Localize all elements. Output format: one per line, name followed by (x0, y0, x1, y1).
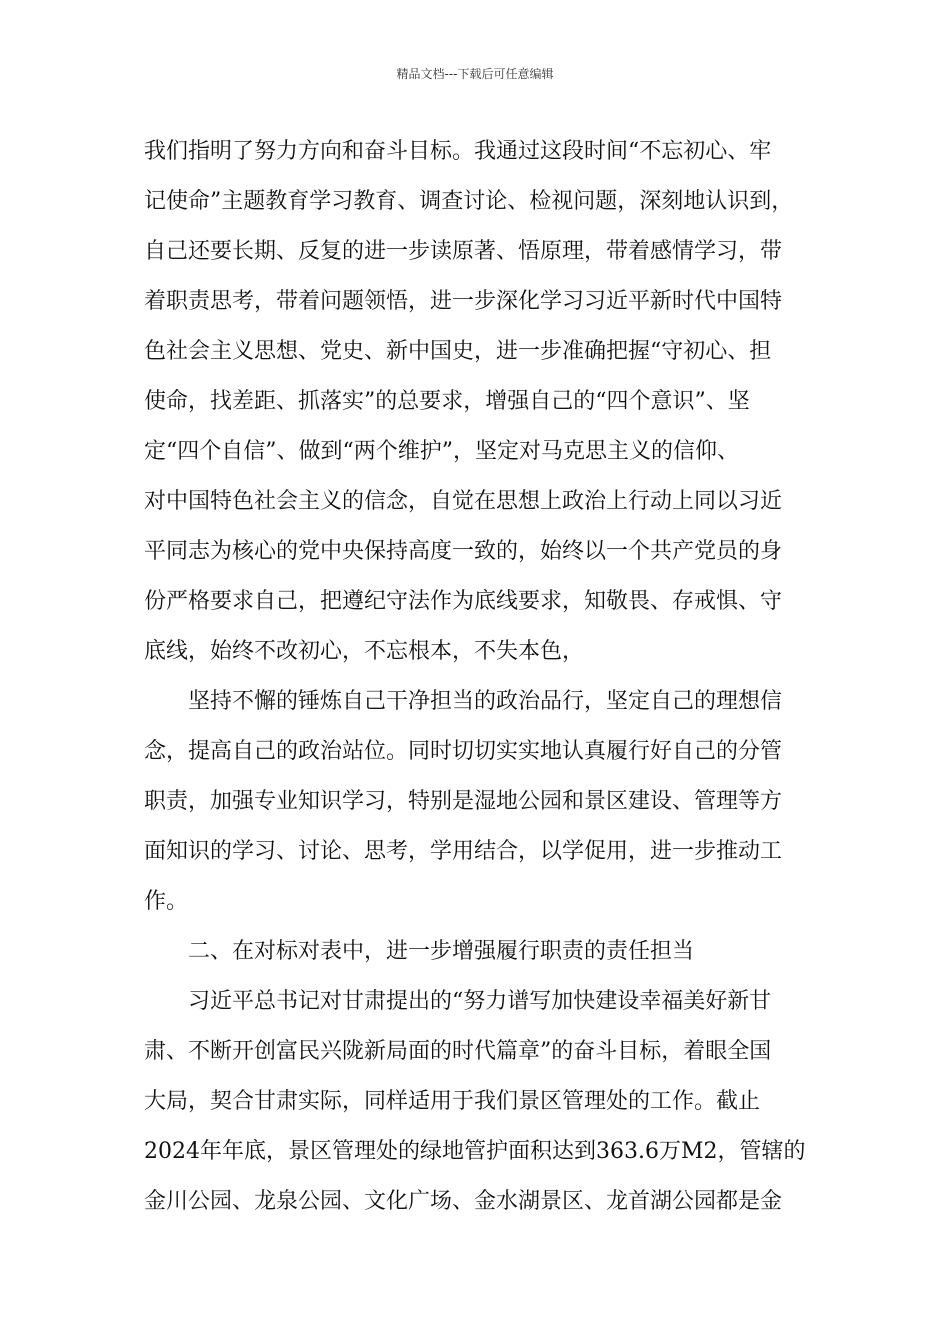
text-line: 习近平总书记对甘肃提出的“努力谱写加快建设幸福美好新甘 (188, 989, 772, 1014)
text-line: 坚持不懈的锤炼自己干净担当的政治品行，坚定自己的理想信 (188, 689, 783, 714)
text-line: 对中国特色社会主义的信念，自觉在思想上政治上行动上同以习近 (144, 489, 783, 514)
text-line: 二、在对标对表中，进一步增强履行职责的责任担当 (188, 939, 695, 964)
text-line: 定“四个自信”、做到“两个维护”，坚定对马克思主义的信仰、 (144, 439, 739, 464)
text-line: 职责，加强专业知识学习，特别是湿地公园和景区建设、管理等方 (144, 789, 783, 814)
text-line: 底线，始终不改初心，不忘根本，不失本色， (144, 639, 585, 664)
text-line: 2024年年底，景区管理处的绿地管护面积达到363.6万M2，管辖的 (144, 1139, 806, 1164)
text-line: 自己还要长期、反复的进一步读原著、悟原理，带着感情学习，带 (144, 239, 783, 264)
text-line: 平同志为核心的党中央保持高度一致的，始终以一个共产党员的身 (144, 539, 783, 564)
text-line: 大局，契合甘肃实际，同样适用于我们景区管理处的工作。截止 (144, 1089, 761, 1114)
text-line: 面知识的学习、讨论、思考，学用结合，以学促用，进一步推动工 (144, 839, 783, 864)
text-line: 记使命”主题教育学习教育、调查讨论、检视问题，深刻地认识到， (144, 189, 794, 214)
page-header: 精品文档---下载后可任意编辑 (396, 67, 554, 81)
text-line: 我们指明了努力方向和奋斗目标。我通过这段时间“不忘初心、牢 (144, 139, 772, 164)
text-line: 使命，找差距、抓落实”的总要求，增强自己的“四个意识”、坚 (144, 389, 750, 414)
text-line: 念，提高自己的政治站位。同时切切实实地认真履行好自己的分管 (144, 739, 783, 764)
text-line: 着职责思考，带着问题领悟，进一步深化学习习近平新时代中国特 (144, 289, 783, 314)
document-body (144, 127, 814, 1227)
text-line: 色社会主义思想、党史、新中国史，进一步准确把握“守初心、担 (144, 339, 772, 364)
text-line: 份严格要求自己，把遵纪守法作为底线要求，知敬畏、存戒惧、守 (144, 589, 783, 614)
text-line: 作。 (144, 889, 189, 914)
text-line: 金川公园、龙泉公园、文化广场、金水湖景区、龙首湖公园都是金 (144, 1189, 783, 1214)
text-line: 肃、不断开创富民兴陇新局面的时代篇章”的奋斗目标，着眼全国 (144, 1039, 772, 1064)
